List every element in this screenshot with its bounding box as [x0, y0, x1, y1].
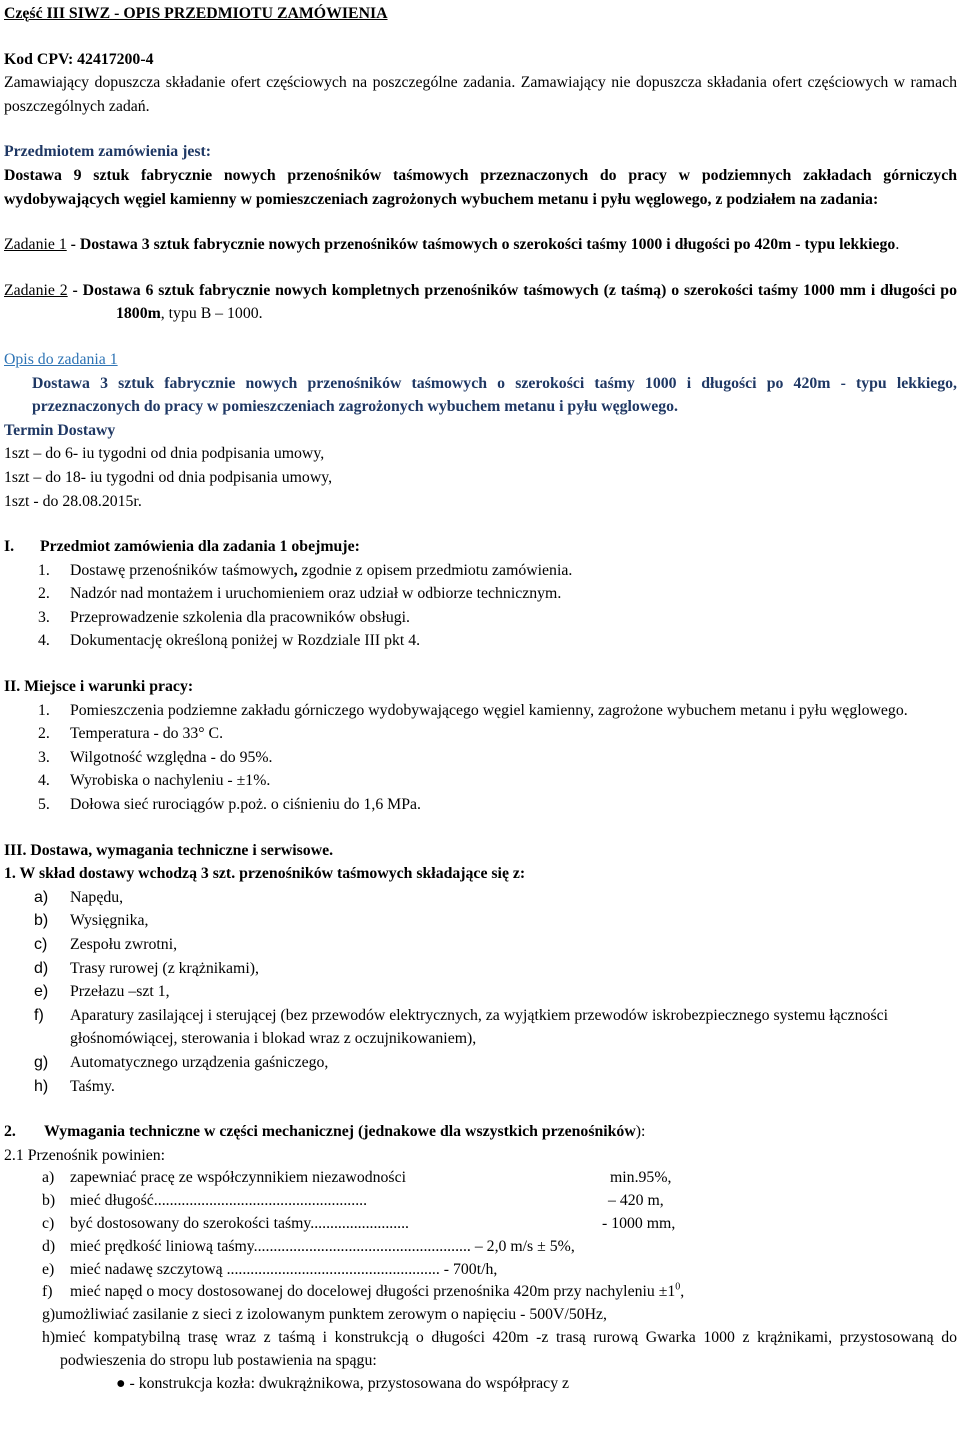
spec-item: h)mieć kompatybilną trasę wraz z taśmą i konstrukcją o długości 420m -z trasą rurową Gwarka 1000 z krążnikami, przystosowaną do podwieszenia do stropu lub postawienia na spągu: [42, 1328, 957, 1369]
spec-item: f) mieć napęd o mocy dostosowanej do docelowej długości przenośnika 420m przy nachyleniu $\pm 1^0$, [42, 1282, 685, 1301]
list-item: b) Wysięgnika, [34, 912, 149, 930]
task-2-text: - Dostawa 6 sztuk fabrycznie nowych kompletnych przenośników taśmowych (z taśmą) o szerokości taśmy 1000 mm i długości po 1800m [67, 281, 957, 323]
delivery-line: 1szt – do 18- iu tygodni od dnia podpisania umowy, [4, 468, 333, 486]
list-item: 2. Nadzór nad montażem i uruchomieniem oraz udział w odbiorze technicznym. [38, 585, 562, 603]
spec-intro: 2.1 Przenośnik powinien: [4, 1146, 166, 1164]
section-2-heading: II. Miejsce i warunki pracy: [4, 678, 194, 696]
list-item: c) Zespołu zwrotni, [34, 936, 178, 953]
section-3-subheading: 1. W skład dostawy wchodzą 3 szt. przenośników taśmowych składające się z: [4, 865, 526, 883]
task-2-label: Zadanie 2 [4, 281, 68, 299]
spec-item: a) zapewniać pracę ze współczynnikiem niezawodności min.95%, [42, 1169, 672, 1187]
task-1-label: Zadanie 1 [4, 236, 67, 254]
cpv-label: Kod CPV [4, 50, 68, 68]
subject-heading: Przedmiotem zamówienia jest: [4, 143, 212, 161]
task-1-description-text: Dostawa 3 sztuk fabrycznie nowych przenośników taśmowych o szerokości taśmy 1000 i długości po 420m - typu lekkiego, przeznaczonych do pracy w pomieszczeniach zagrożonych wybuchem metanu i pyłu węglowego. [32, 374, 957, 416]
spec-item: d) mieć prędkość liniową taśmy....................................................... – 2,0 m/s ± 5%, [42, 1237, 575, 1255]
list-item: 1. Pomieszczenia podziemne zakładu górniczego wydobywającego węgiel kamienny, zagrożone wybuchem metanu i pyłu węglowego. [38, 701, 908, 719]
spec-item: b) mieć długość...................................................... – 420 m, [42, 1192, 664, 1210]
partial-offers-note: Zamawiający dopuszcza składanie ofert częściowych na poszczególne zadania. Zamawiający nie dopuszcza składania ofert częściowych w ramach poszczególnych zadań. [4, 74, 957, 115]
list-item: a) Napędu, [34, 888, 124, 906]
spec-bullet: ● - konstrukcja kozła: dwukrążnikowa, przystosowana do współpracy z [116, 1374, 570, 1392]
document-title: Część III SIWZ - OPIS PRZEDMIOTU ZAMÓWIENIA [4, 5, 388, 22]
list-item: 4. Dokumentację określoną poniżej w Rozdziale III pkt 4. [38, 632, 421, 650]
list-item: d) Trasy rurowej (z krążnikami), [34, 959, 259, 977]
delivery-line: 1szt – do 6- iu tygodni od dnia podpisania umowy, [4, 445, 325, 463]
delivery-line: 1szt - do 28.08.2015r. [4, 492, 142, 510]
list-item: 5. Dołowa sieć rurociągów p.poż. o ciśnieniu do 1,6 MPa. [38, 796, 421, 814]
list-item: h) Taśmy. [34, 1077, 115, 1095]
task-2: Zadanie 2 - Dostawa 6 sztuk fabrycznie nowych kompletnych przenośników taśmowych (z taśmą) o szerokości taśmy 1000 mm i długości po 1800m, typu B – 1000. [4, 281, 957, 323]
delivery-heading: Termin Dostawy [4, 421, 116, 439]
task-1: Zadanie 1 - Dostawa 3 sztuk fabrycznie nowych przenośników taśmowych o szerokości taśmy 1000 i długości po 420m - typu lekkiego. [4, 236, 900, 254]
subject-text: Dostawa 9 sztuk fabrycznie nowych przenośników taśmowych przeznaczonych do pracy w podziemnych zakładach górniczych wydobywających węgiel kamienny w pomieszczeniach zagrożonych wybuchem metanu i pyłu węglowego, z podziałem na zadania: [4, 166, 957, 208]
list-item: g) Automatycznego urządzenia gaśniczego, [34, 1053, 329, 1071]
section-3-heading: III. Dostawa, wymagania techniczne i serwisowe. [4, 841, 334, 859]
list-item: 1. Dostawę przenośników taśmowych, zgodnie z opisem przedmiotu zamówienia. [38, 561, 573, 579]
list-item: e) Przełazu –szt 1, [34, 983, 170, 1001]
list-item: 4. Wyrobiska o nachyleniu - ±1%. [38, 772, 271, 790]
document-page [4, 2, 957, 1395]
spec-item: e) mieć nadawę szczytową ...................................................... - 700t/h, [42, 1260, 498, 1278]
spec-item: c) być dostosowany do szerokości taśmy......................... - 1000 mm, [42, 1214, 676, 1232]
cpv-value: : 42417200-4 [67, 50, 154, 68]
list-item: 2. Temperatura - do 33° C. [38, 725, 224, 743]
cpv-code [4, 48, 957, 72]
spec-item: g)umożliwiać zasilanie z sieci z izolowanym punktem zerowym o napięciu - 500V/50Hz, [42, 1306, 607, 1324]
task-1-description-heading[interactable]: Opis do zadania 1 [4, 350, 118, 368]
bullet-icon: ● [116, 1374, 126, 1392]
task-1-text: - Dostawa 3 sztuk fabrycznie nowych przenośników taśmowych o szerokości taśmy 1000 i długości po 420m - typu lekkiego [66, 236, 896, 254]
section-mech-heading: 2. Wymagania techniczne w części mechanicznej (jednakowe dla wszystkich przenośników): [4, 1123, 646, 1141]
list-item: 3. Przeprowadzenie szkolenia dla pracowników obsługi. [38, 608, 410, 626]
list-item: 3. Wilgotność względna - do 95%. [38, 748, 273, 766]
list-item: f) Aparatury zasilającej i sterującej (bez przewodów elektrycznych, za wyjątkiem przewodów iskrobezpiecznego systemu łączności głośnomówiącej, sterowania i blokad wraz z oczujnikowaniem), [34, 1006, 889, 1048]
section-1-heading: I. Przedmiot zamówienia dla zadania 1 obejmuje: [4, 538, 360, 556]
